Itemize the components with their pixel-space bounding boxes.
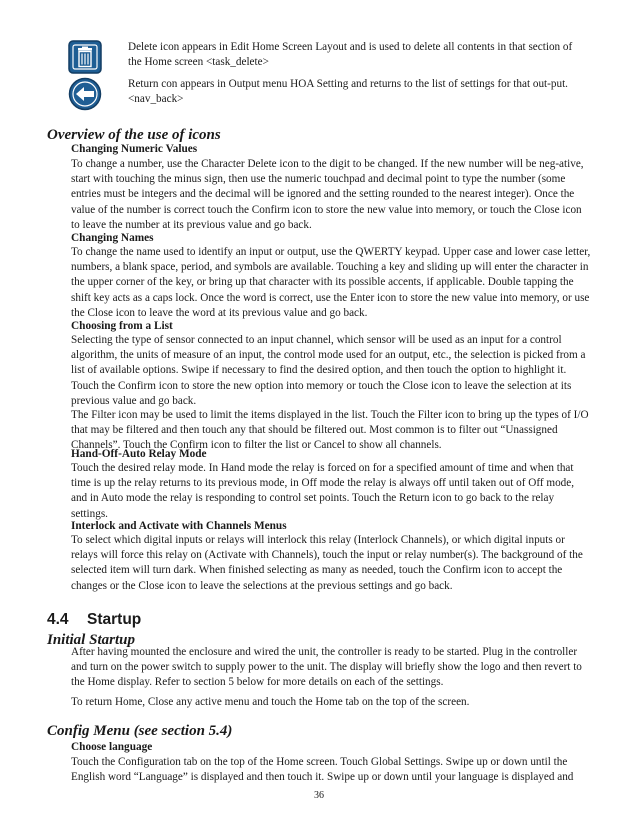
subheading-hoa: Hand-Off-Auto Relay Mode — [71, 448, 207, 460]
icon-description: Delete icon appears in Edit Home Screen Layout and is used to delete all contents in that section of the Home screen <task_delete> — [128, 41, 573, 68]
section-heading-initial-startup: Initial Startup — [47, 632, 135, 648]
paragraph-language: Touch the Configuration tab on the top of the Home screen. Touch Global Settings. Swipe up or down until the English word “Language” is displayed and then touch it. Swipe up or down until your language is displayed and — [71, 756, 574, 784]
section-heading-overview: Overview of the use of icons — [47, 127, 221, 143]
back-arrow-icon — [68, 77, 102, 111]
paragraph-return-home: To return Home, Close any active menu and touch the Home tab on the top of the screen. — [71, 696, 470, 708]
subheading-list: Choosing from a List — [71, 320, 173, 332]
section-title: Startup — [87, 611, 142, 628]
paragraph-hoa: Touch the desired relay mode. In Hand mode the relay is forced on for a specified amount of time and when that time is up the relay returns to its previous mode, in Off mode the relay is always off until taken out of Off mode, and in Auto mode the relay is responding to control set points. Touch the Return icon to go back to the relay settings. — [71, 462, 575, 520]
subheading-numeric: Changing Numeric Values — [71, 143, 198, 155]
paragraph-initial-startup: After having mounted the enclosure and wired the unit, the controller is ready to be started. Plug in the controller and turn on the power switch to supply power to the unit. The display will briefly show the logo and then revert to the Home display. Refer to section 5 below for more details on each of the settings. — [71, 646, 582, 689]
paragraph-numeric: To change a number, use the Character Delete icon to the digit to be changed. If the new number will be neg-ative, start with touching the minus sign, then use the numeric touchpad and decimal point to type the number (some entries must be integers and the decimal will be ignored and the setting rounded to the nearest integer). Once the value of the number is correct touch the Confirm icon to store the new value into memory, or touch the Close icon to leave the number at its previous value and go back. — [71, 158, 584, 231]
trash-icon — [68, 40, 102, 74]
subheading-interlock: Interlock and Activate with Channels Menus — [71, 520, 287, 532]
subheading-language: Choose language — [71, 741, 153, 753]
paragraph-interlock: To select which digital inputs or relays will interlock this relay (Interlock Channels), or which digital inputs or relays will force this relay on (Activate with Channels), touch the input or relay number(s). The background of the selected item will turn dark. When finished selecting as many as needed, touch the Confirm icon to accept the changes or the Close icon to leave the selections at the previous settings and go back. — [71, 534, 583, 592]
page-number: 36 — [314, 790, 324, 801]
paragraph-filter: The Filter icon may be used to limit the items displayed in the list. Touch the Filter icon to bring up the types of I/O that may be filtered and then touch any that should be filtered out. Most common is to filter out “Unassigned Channels”. Touch the Confirm icon to filter the list or Cancel to show all channels. — [71, 409, 589, 452]
paragraph-list: Selecting the type of sensor connected to an input channel, which sensor will be used as an input for a control algorithm, the units of measure of an input, the control mode used for an output, etc., the selection is picked from a list of available options. Swipe if necessary to find the desired option, and then touch the option to highlight it. Touch the Confirm icon to store the new option into memory or touch the Close icon to leave the selection at its previous value and go back. — [71, 334, 586, 407]
icon-description: Return con appears in Output menu HOA Setting and returns to the list of settings for that out-put. <nav_back> — [128, 78, 568, 105]
paragraph-names: To change the name used to identify an input or output, use the QWERTY keypad. Upper case and lower case letter, numbers, a blank space, period, and symbols are available. Touching a key and sliding up will enter the character in the upper corner of the key, or bring up that character with its possible accents, if applicable. Double tapping the shift key acts as a caps lock. Once the word is correct, use the Enter icon to store the new value into memory, or use the Close icon to leave the word at its previous value and go back. — [71, 246, 591, 319]
section-heading-startup — [47, 611, 141, 629]
section-number: 4.4 — [47, 611, 69, 628]
section-heading-config-menu: Config Menu (see section 5.4) — [47, 723, 233, 739]
subheading-names: Changing Names — [71, 232, 154, 244]
